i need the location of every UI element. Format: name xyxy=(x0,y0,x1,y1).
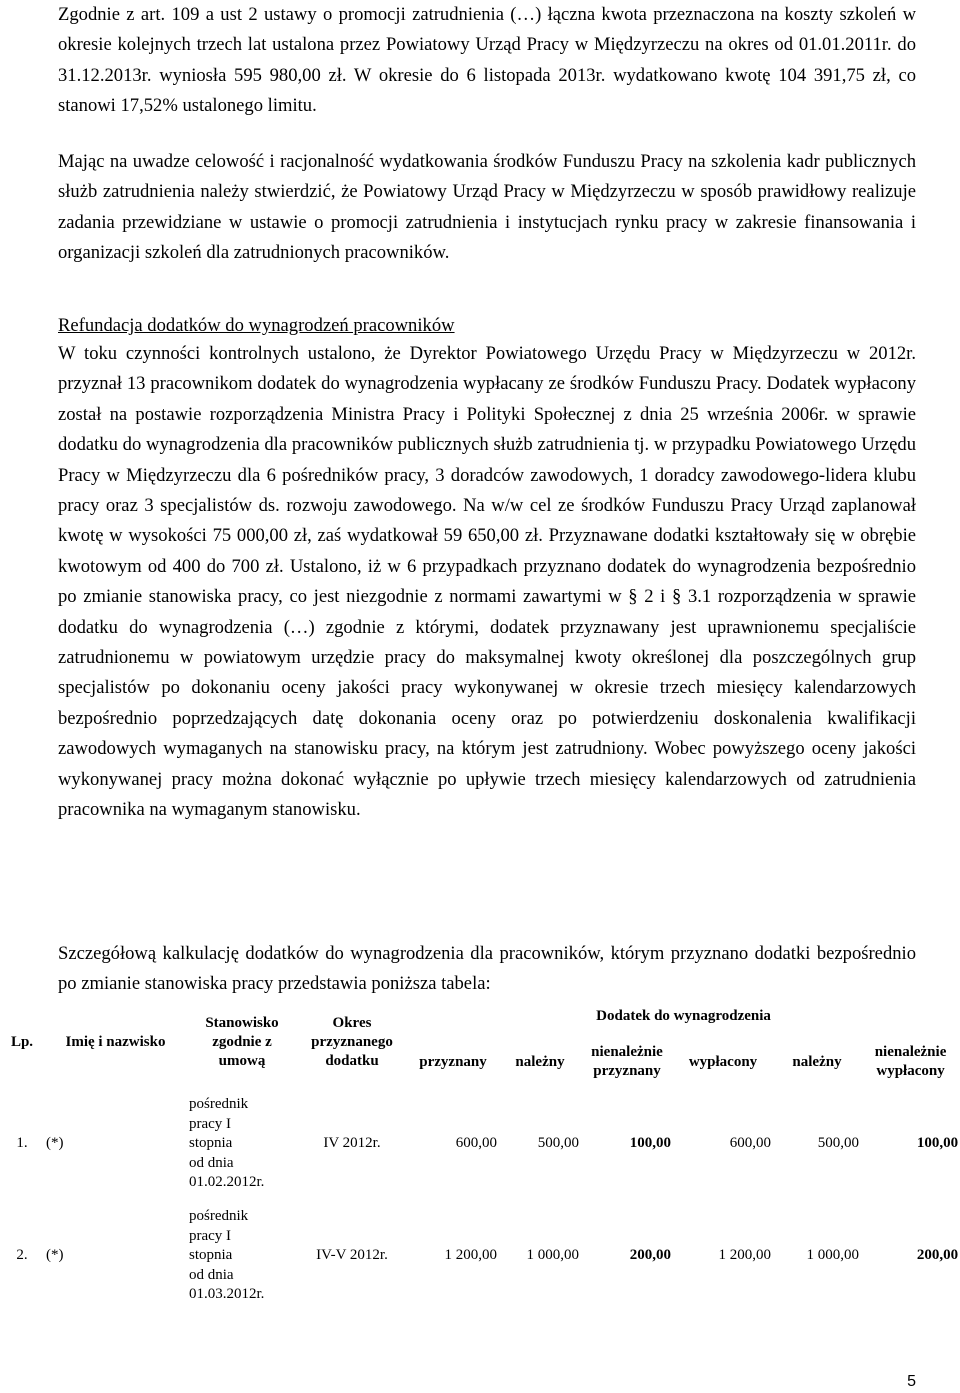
cell-name: (*) xyxy=(46,1135,64,1152)
cell-nienaleznie-przyznany: 100,00 xyxy=(629,1135,671,1152)
paragraph-table-intro: Szczegółową kalkulację dodatków do wynagrodzenia dla pracowników, którym przyznano dodatki bezpośrednio po zmianie stanowiska pracy przedstawia poniższa tabela: xyxy=(58,943,916,995)
header-nalezny: należny xyxy=(515,1053,565,1070)
position-line: 01.02.2012r. xyxy=(189,1174,265,1191)
cell-lp: 1. xyxy=(16,1135,28,1152)
cell-nalezny-2: 500,00 xyxy=(817,1135,859,1152)
position-line: pośrednik xyxy=(189,1208,249,1225)
cell-nalezny: 1 000,00 xyxy=(526,1247,579,1264)
allowance-table xyxy=(0,996,960,1312)
cell-position xyxy=(187,1200,297,1312)
cell-position xyxy=(187,1088,297,1200)
position-line: od dnia xyxy=(189,1266,234,1283)
page-number: 5 xyxy=(907,1373,916,1390)
cell-nienaleznie-przyznany: 200,00 xyxy=(629,1247,671,1264)
cell-przyznany: 1 200,00 xyxy=(444,1247,497,1264)
cell-wyplacony: 600,00 xyxy=(729,1135,771,1152)
cell-lp: 2. xyxy=(16,1247,28,1264)
header-nienaleznie-wyplacony: nienależnie wypłacony xyxy=(874,1044,947,1079)
header-przyznany: przyznany xyxy=(419,1053,487,1070)
position-line: pośrednik xyxy=(189,1096,249,1113)
position-line: stopnia xyxy=(189,1135,233,1152)
table-row xyxy=(0,1200,960,1312)
paragraph-refund-findings: W toku czynności kontrolnych ustalono, że Dyrektor Powiatowego Urzędu Pracy w Międzyrzeczu w 2012r. przyznał 13 pracownikom dodatek do wynagrodzenia wypłacany ze środków Funduszu Pracy. Dodatek wypłacony został na postawie rozporządzenia Ministra Pracy i Polityki Społecznej z dnia 25 września 2006r. w sprawie dodatku do wynagrodzenia dla pracowników publicznych służb zatrudnienia tj. w przypadku Powiatowego Urzędu Pracy w Międzyrzeczu dla 6 pośredników pracy, 3 doradców zawodowych, 1 doradcy zawodowego-lidera klubu pracy oraz 3 specjalistów ds. rozwoju zawodowego. Na w/w cel ze środków Funduszu Pracy Urząd zaplanował kwotę w wysokości 75 000,00 zł, zaś wydatkował 59 650,00 zł. Przyznawane dodatki kształtowały się w obrębie kwotowym od 400 do 700 zł. Ustalono, iż w 6 przypadkach przyznano dodatek do wynagrodzenia bezpośrednio po zmianie stanowiska pracy, co jest niezgodnie z normami zawartymi w § 2 i § 3.1 rozporządzenia w sprawie dodatku do wynagrodzenia (…) zgodnie z którymi, dodatek przyznawany jest uprawnionemu specjaliście zatrudnionemu w powiatowym urzędzie pracy do maksymalnej kwoty określonej dla poszczególnych grup specjalistów po dokonaniu oceny jakości pracy wykonywanej w okresie trzech miesięcy kalendarzowych bezpośrednio poprzedzających datę dokonania oceny oraz po potwierdzeniu doskonalenia kwalifikacji zawodowych wymaganych na stanowisku pracy, na którym jest zatrudniony. Wobec powyższego oceny jakości wykonywanej pracy można dokonać wyłącznie po upływie trzech miesięcy kalendarzowych od zatrudnienia pracownika na wymaganym stanowisku. xyxy=(58,343,916,821)
cell-nalezny-2: 1 000,00 xyxy=(806,1247,859,1264)
header-name: Imię i nazwisko xyxy=(65,1033,166,1050)
table-row xyxy=(0,1088,960,1200)
section-heading-refund: Refundacja dodatków do wynagrodzeń pracowników xyxy=(58,315,455,336)
paragraph-training-assessment: Mając na uwadze celowość i racjonalność wydatkowania środków Funduszu Pracy na szkolenia kadr publicznych służb zatrudnienia należy stwierdzić, że Powiatowy Urząd Pracy w Międzyrzeczu w sposób prawidłowy realizuje zadania przewidziane w ustawie o promocji zatrudnienia i instytucjach rynku pracy w zakresie finansowania i organizacji szkoleń dla zatrudnionych pracowników. xyxy=(58,151,916,264)
header-wyplacony: wypłacony xyxy=(688,1053,758,1070)
header-position: Stanowisko zgodnie z umową xyxy=(205,1014,279,1069)
cell-name: (*) xyxy=(46,1247,64,1264)
position-line: stopnia xyxy=(189,1247,233,1264)
cell-nalezny: 500,00 xyxy=(537,1135,579,1152)
cell-wyplacony: 1 200,00 xyxy=(718,1247,771,1264)
header-period: Okres przyznanego dodatku xyxy=(311,1014,393,1069)
position-line: pracy I xyxy=(189,1227,232,1244)
position-line: 01.03.2012r. xyxy=(189,1286,265,1303)
cell-nienaleznie-wyplacony: 200,00 xyxy=(916,1247,959,1264)
cell-period: IV 2012r. xyxy=(323,1135,381,1152)
header-allowance-group: Dodatek do wynagrodzenia xyxy=(596,1007,771,1024)
cell-nienaleznie-wyplacony: 100,00 xyxy=(916,1135,959,1152)
header-nienaleznie-przyznany: nienależnie przyznany xyxy=(591,1044,663,1079)
paragraph-training-costs: Zgodnie z art. 109 a ust 2 ustawy o promocji zatrudnienia (…) łączna kwota przeznaczona na koszty szkoleń w okresie kolejnych trzech lat ustalona przez Powiatowy Urząd Pracy w Międzyrzeczu na okres od 01.01.2011r. do 31.12.2013r. wyniosła 595 980,00 zł. W okresie do 6 listopada 2013r. wydatkowano kwotę 104 391,75 zł, co stanowi 17,52% ustalonego limitu. xyxy=(58,4,916,117)
header-nalezny-2: należny xyxy=(792,1053,842,1070)
position-line: pracy I xyxy=(189,1115,232,1132)
cell-przyznany: 600,00 xyxy=(455,1135,497,1152)
header-lp: Lp. xyxy=(10,1033,34,1050)
position-line: od dnia xyxy=(189,1154,234,1171)
cell-period: IV-V 2012r. xyxy=(316,1247,388,1264)
